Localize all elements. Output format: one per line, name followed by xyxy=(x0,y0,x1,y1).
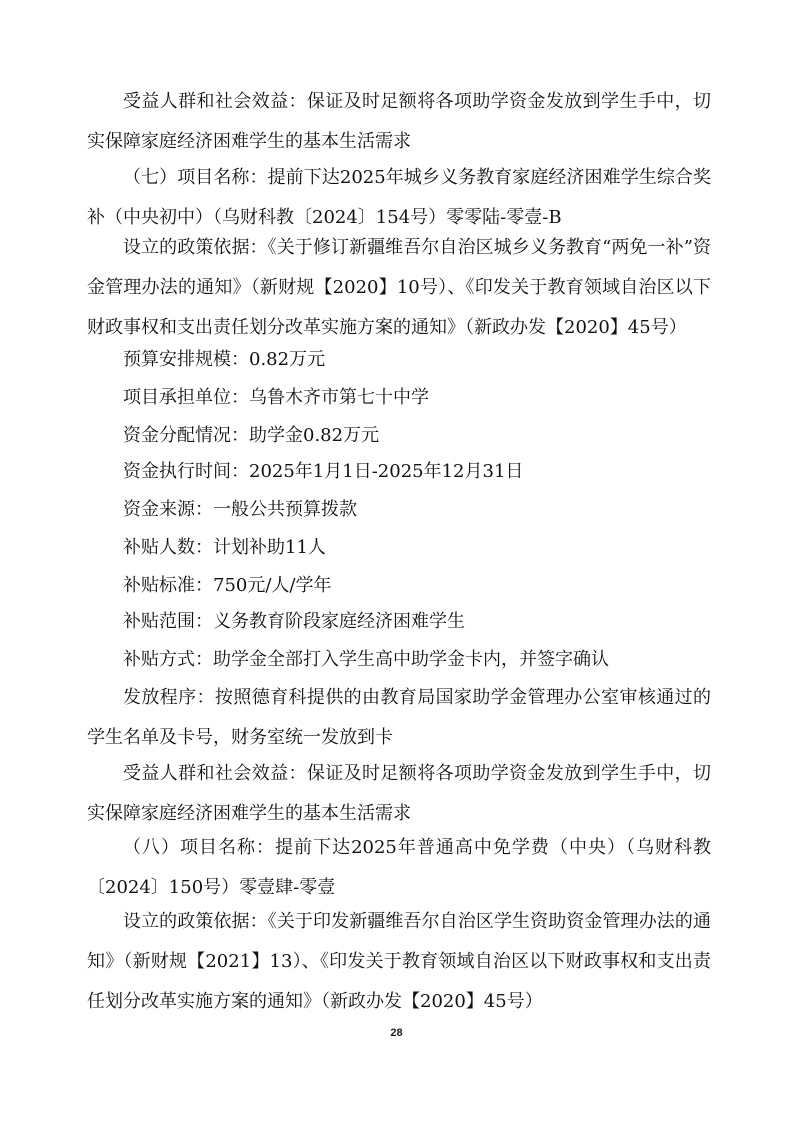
paragraph-undertaking-unit: 项目承担单位：乌鲁木齐市第七十中学 xyxy=(123,387,429,408)
paragraph-beneficiaries-2: 受益人群和社会效益：保证及时足额将各项助学资金发放到学生手中，切实保障家庭经济困难学生的基本生活需求 xyxy=(87,763,711,824)
paragraph-budget-scale: 预算安排规模：0.82万元 xyxy=(123,349,326,370)
page-number: 28 xyxy=(390,1027,403,1039)
paragraph-project-7-title: （七）项目名称：提前下达2025年城乡义务教育家庭经济困难学生综合奖补（中央初中）（乌财科教〔2024〕154号）零零陆-零壹-B xyxy=(87,167,711,228)
paragraph-subsidy-method: 补贴方式：助学金全部打入学生高中助学金卡内，并签字确认 xyxy=(123,649,609,670)
paragraph-distribution-procedure: 发放程序：按照德育科提供的由教育局国家助学金管理办公室审核通过的学生名单及卡号，财务室统一发放到卡 xyxy=(87,687,711,748)
paragraph-project-8-title: （八）项目名称：提前下达2025年普通高中免学费（中央）（乌财科教〔2024〕150号）零壹肆-零壹 xyxy=(87,837,711,898)
paragraph-policy-basis-2: 设立的政策依据：《关于印发新疆维吾尔自治区学生资助资金管理办法的通知》（新财规【2021】13）、《印发关于教育领域自治区以下财政事权和支出责任划分改革实施方案的通知》（新政办发【2020】45号） xyxy=(87,911,711,1012)
paragraph-policy-basis-1: 设立的政策依据：《关于修订新疆维吾尔自治区城乡义务教育“两免一补”资金管理办法的通知》（新财规【2020】10号）、《印发关于教育领域自治区以下财政事权和支出责任划分改革实施方案的通知》（新政办发【2020】45号） xyxy=(87,237,711,338)
paragraph-fund-source: 资金来源：一般公共预算拨款 xyxy=(123,499,357,520)
paragraph-beneficiaries-1: 受益人群和社会效益：保证及时足额将各项助学资金发放到学生手中，切实保障家庭经济困难学生的基本生活需求 xyxy=(87,91,711,152)
paragraph-subsidy-count: 补贴人数：计划补助11人 xyxy=(123,537,326,558)
paragraph-subsidy-scope: 补贴范围：义务教育阶段家庭经济困难学生 xyxy=(123,611,465,632)
paragraph-subsidy-standard: 补贴标准：750元/人/学年 xyxy=(123,575,332,596)
paragraph-fund-allocation: 资金分配情况：助学金0.82万元 xyxy=(123,425,380,446)
paragraph-execution-time: 资金执行时间：2025年1月1日-2025年12月31日 xyxy=(123,461,524,482)
